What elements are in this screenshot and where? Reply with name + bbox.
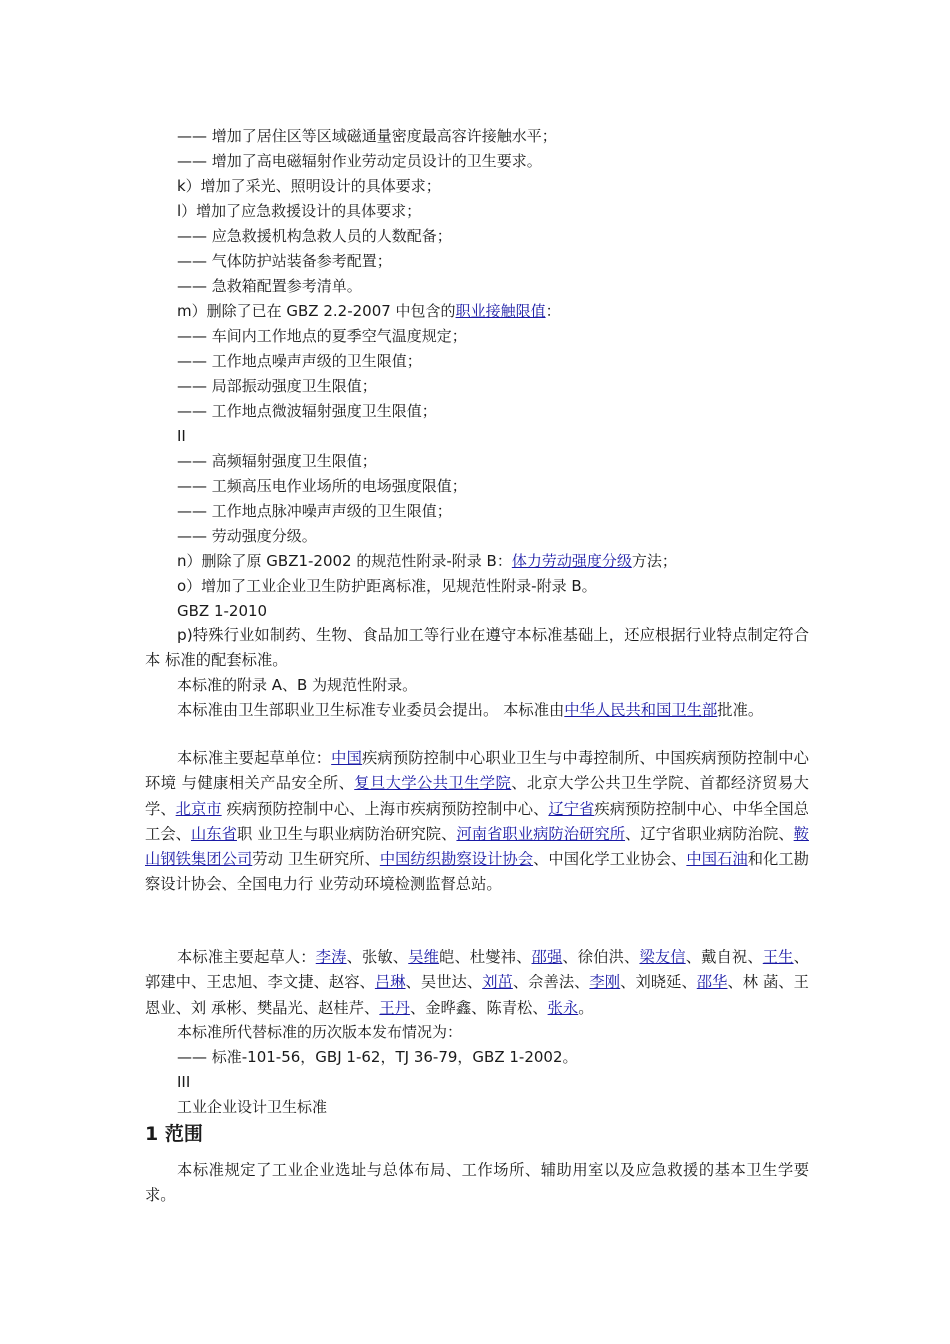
link-textile-survey[interactable]: 中国纺织勘察设计协会 [379,850,534,869]
drafters-text: 、戴自祝、 [685,948,763,966]
drafting-units-text: 和化工勘察设计协会、全国电力行 业劳动环境检测监督总站。 [145,850,809,894]
link-wang-sheng[interactable]: 王生 [762,948,794,966]
list-item-m [177,299,561,324]
link-shao-hua[interactable]: 邵华 [696,973,728,992]
text-line: —— 增加了高电磁辐射作业劳动定员设计的卫生要求。 [177,152,542,170]
link-wang-dan[interactable]: 王丹 [379,998,410,1017]
drafting-units-paragraph [145,746,809,898]
link-china[interactable]: 中国 [331,749,363,767]
drafters-text: 。 [578,998,594,1017]
drafters-text: 本标准主要起草人： [177,948,316,966]
list-item-p: p)特殊行业如制药、生物、食品加工等行业在遵守本标准基础上，还应根据行业特点制定符合本 标准的配套标准。 [145,626,809,670]
link-li-tao[interactable]: 李涛 [315,948,347,966]
link-ansteel[interactable]: 鞍山钢铁集团公司 [145,824,809,869]
history-line: —— 标准-101-56，GBJ 1-62，TJ 36-79，GBZ 1-2002。 [177,1048,578,1066]
document-title: 工业企业设计卫生标准 [177,1098,328,1116]
drafters-text: 、张敏、 [346,948,409,966]
link-liu-zhuo[interactable]: 刘茁 [482,973,513,992]
occupational-exposure-limit-link[interactable]: 职业接触限值 [455,302,546,320]
text-line: —— 高频辐射强度卫生限值； [177,452,377,470]
drafters-paragraph [145,945,809,1021]
list-item-n-text: n）删除了原 GBZ1-2002 的规范性附录-附录 B： [177,552,512,570]
drafting-units-text: 疾病预防控制中心职业卫生与中毒控制所、中国疾病预防控制中心环境 与健康相关产品安全所、 [145,749,809,793]
drafting-units-text: 、北京大学公共卫生学院、首都经济贸易大学、 [145,774,809,818]
drafters-text: 、林 菡、王恩业、刘 承彬、樊晶光、赵桂芹、 [145,973,809,1017]
link-liang-youxin[interactable]: 梁友信 [639,948,686,966]
appendix-note: 本标准的附录 A、B 为规范性附录。 [177,676,418,694]
drafters-text: 、佘善法、 [512,973,590,992]
drafting-units-text: 、中国化学工业协会、 [533,850,687,869]
drafting-units-text: 劳动 卫生研究所、 [252,850,380,869]
text-line: —— 增加了居住区等区域磁通量密度最高容许接触水平； [177,127,557,145]
list-item-m-text: m）删除了已在 GBZ 2.2-2007 中包含的 [177,302,456,320]
ministry-of-health-link[interactable]: 中华人民共和国卫生部 [564,701,718,719]
link-lv-lin[interactable]: 吕琳 [374,973,406,992]
list-item-k: k）增加了采光、照明设计的具体要求； [177,177,441,195]
drafting-units-text: 疾病预防控制中心、上海市疾病预防控制中心、 [221,799,549,818]
drafters-text: 、郭建中、王忠旭、李文捷、赵容、 [145,948,809,992]
text-line: —— 工频高压电作业场所的电场强度限值； [177,477,467,495]
link-li-gang[interactable]: 李刚 [589,973,621,992]
text-line: —— 劳动强度分级。 [177,527,317,545]
text-line: —— 气体防护站装备参考配置； [177,252,392,270]
history-intro: 本标准所代替标准的历次版本发布情况为： [177,1023,463,1041]
drafters-text: 、金晔鑫、陈青松、 [409,998,548,1017]
list-item-m-suffix: ： [545,302,561,320]
header-label: GBZ 1-2010 [177,602,268,620]
link-wu-wei[interactable]: 吴维 [408,948,440,966]
text-line: —— 应急救援机构急救人员的人数配备； [177,227,452,245]
drafting-units-text: 、辽宁省职业病防治院、 [625,824,794,843]
page-number-roman: II [177,427,186,445]
drafters-text: 、刘晓延、 [620,973,697,992]
drafters-text: 、吴世达、 [405,973,483,992]
proposal-suffix: 批准。 [717,701,764,719]
proposal-paragraph [145,698,809,723]
link-beijing[interactable]: 北京市 [175,799,222,818]
text-line: —— 急救箱配置参考清单。 [177,277,362,295]
list-item-l: l）增加了应急救援设计的具体要求； [177,202,422,220]
drafting-units-text: 本标准主要起草单位： [177,749,332,767]
drafting-units-text: 职 业卫生与职业病防治研究院、 [236,824,457,843]
link-henan-institute[interactable]: 河南省职业病防治研究所 [456,824,626,843]
section-heading: 1 范围 [145,1123,203,1145]
link-shandong[interactable]: 山东省 [190,824,237,843]
text-line: —— 工作地点脉冲噪声声级的卫生限值； [177,502,452,520]
link-petrochina[interactable]: 中国石油 [686,850,748,869]
list-item-n [177,549,677,574]
link-fudan-public-health[interactable]: 复旦大学公共卫生学院 [354,774,512,793]
text-line: —— 车间内工作地点的夏季空气温度规定； [177,327,467,345]
text-line: —— 局部振动强度卫生限值； [177,377,377,395]
list-item-o: o）增加了工业企业卫生防护距离标准，见规范性附录-附录 B。 [177,577,597,595]
drafters-text: 、徐伯洪、 [562,948,640,966]
link-zhang-yong[interactable]: 张永 [547,998,579,1017]
physical-labor-intensity-link[interactable]: 体力劳动强度分级 [511,552,632,570]
page-number-roman: III [177,1073,191,1091]
drafting-units-text: 疾病预防控制中心、中华全国总工会、 [145,799,809,843]
scope-paragraph: 本标准规定了工业企业选址与总体布局、工作场所、辅助用室以及应急救援的基本卫生学要求。 [145,1161,809,1205]
text-line: —— 工作地点噪声声级的卫生限值； [177,352,422,370]
link-shao-qiang[interactable]: 邵强 [531,948,563,966]
link-liaoning[interactable]: 辽宁省 [548,799,595,818]
proposal-text: 本标准由卫生部职业卫生标准专业委员会提出。 本标准由 [177,701,565,719]
text-line: —— 工作地点微波辐射强度卫生限值； [177,402,437,420]
drafters-text: 皑、杜燮祎、 [439,948,532,966]
list-item-n-suffix: 方法； [631,552,677,570]
